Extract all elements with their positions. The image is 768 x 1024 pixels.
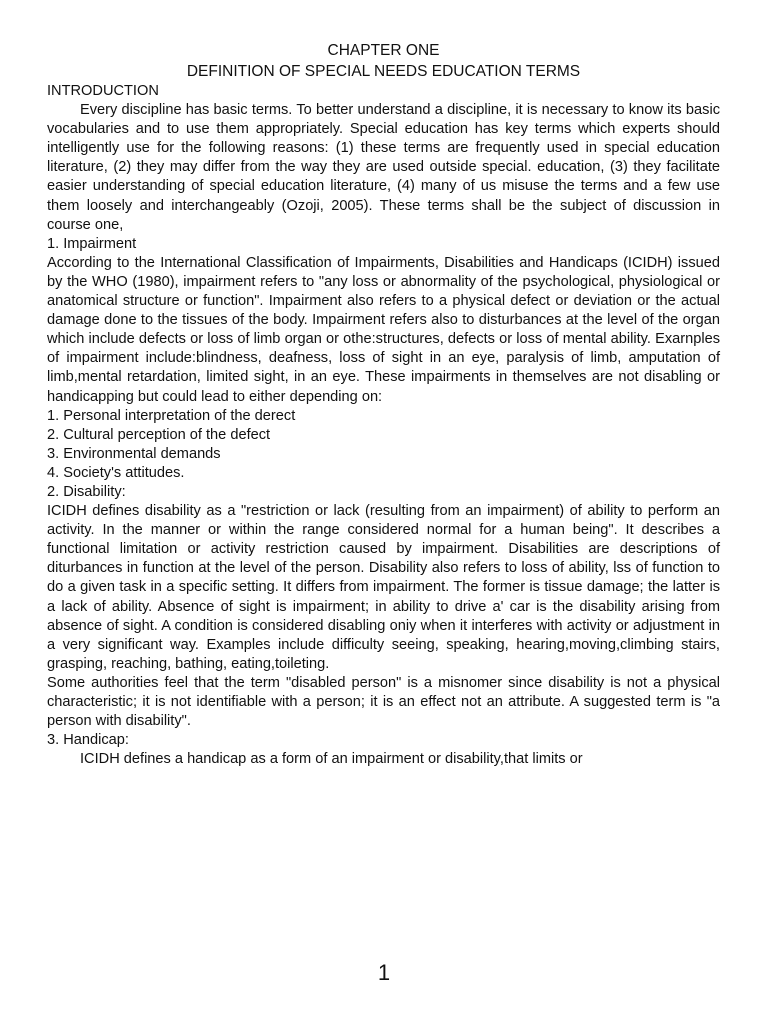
list-item: 1. Personal interpretation of the derect xyxy=(47,407,296,424)
list-item: 4. Society's attitudes. xyxy=(47,464,185,481)
disability-heading: 2. Disability: xyxy=(47,483,126,500)
page-number: 1 xyxy=(377,960,391,985)
list-item: 2. Cultural perception of the defect xyxy=(47,426,271,443)
handicap-heading: 3. Handicap: xyxy=(47,732,129,749)
disability-paragraph-2: Some authorities feel that the term "disabled person" is a misnomer since disability is not a physical characteristic; it is not identifiable with a person; it is an effect not an attribute. A suggested term is "a person with disability". xyxy=(47,674,720,730)
list-item: 3. Environmental demands xyxy=(47,445,221,462)
document-body xyxy=(47,82,720,769)
disability-paragraph: ICIDH defines disability as a "restriction or lack (resulting from an impairment) of ability to perform an activity. In the manner or within the range considered normal for a human being". It describes a functional limitation or activity restriction caused by impairment. Disabilities are descriptions of diturbances in function at the level of the person. Disability also refers to loss of ability, lss of function to do a given task in a specific setting. It differs from impairment. The former is tissue damage; the latter is a lack of ability. Absence of sight is impairment; in ability to drive a' car is the disability arising from absence of sight. A condition is considered disabling oniy when it interferes with activity or adjustment in a very significant way. Examples include difficulty seeing, speaking, hearing,moving,climbing stairs, grasping, reaching, bathing, eating,toileting. xyxy=(47,503,720,672)
impairment-factors-list xyxy=(47,407,720,483)
introduction-paragraph: Every discipline has basic terms. To better understand a discipline, it is necessary to know its basic vocabularies and to use them appropriately. Special education has key terms which experts should intelligently use for the following reasons: (1) these terms are frequently used in special education literature, (2) they may differ from the way they are used outside special. education, (3) they facilitate easier understanding of special education literature, (4) many of us misuse the terms and a few use them loosely and interchangeably (Ozoji, 2005). These terms shall be the subject of discussion in course one, xyxy=(47,102,720,233)
handicap-paragraph: ICIDH defines a handicap as a form of an impairment or disability,that limits or xyxy=(80,751,583,768)
impairment-paragraph: According to the International Classification of Impairments, Disabilities and Handicaps (ICIDH) issued by the WHO (1980), impairment refers to "any loss or abnormality of the psychological, physiological or anatomical structure or function". Impairment also refers to a physical defect or deviation or the actual damage done to the tissues of the body. Impairment refers also to disturbances at the level of the organ which include defects or loss of limb organ or othe:structures, defects or loss of mental ability. Exarnples of impairment include:blindness, deafness, loss of sight in an eye, paralysis of limb, amputation of limb,mental retardation, limited sight, in an eye. These impairments in themselves are not disabling or handicapping but could lead to either depending on: xyxy=(47,254,720,405)
chapter-title: CHAPTER ONE xyxy=(327,42,440,59)
impairment-heading: 1. Impairment xyxy=(47,235,137,252)
introduction-heading: INTRODUCTION xyxy=(47,83,159,99)
chapter-subtitle: DEFINITION OF SPECIAL NEEDS EDUCATION TERMS xyxy=(186,63,581,80)
